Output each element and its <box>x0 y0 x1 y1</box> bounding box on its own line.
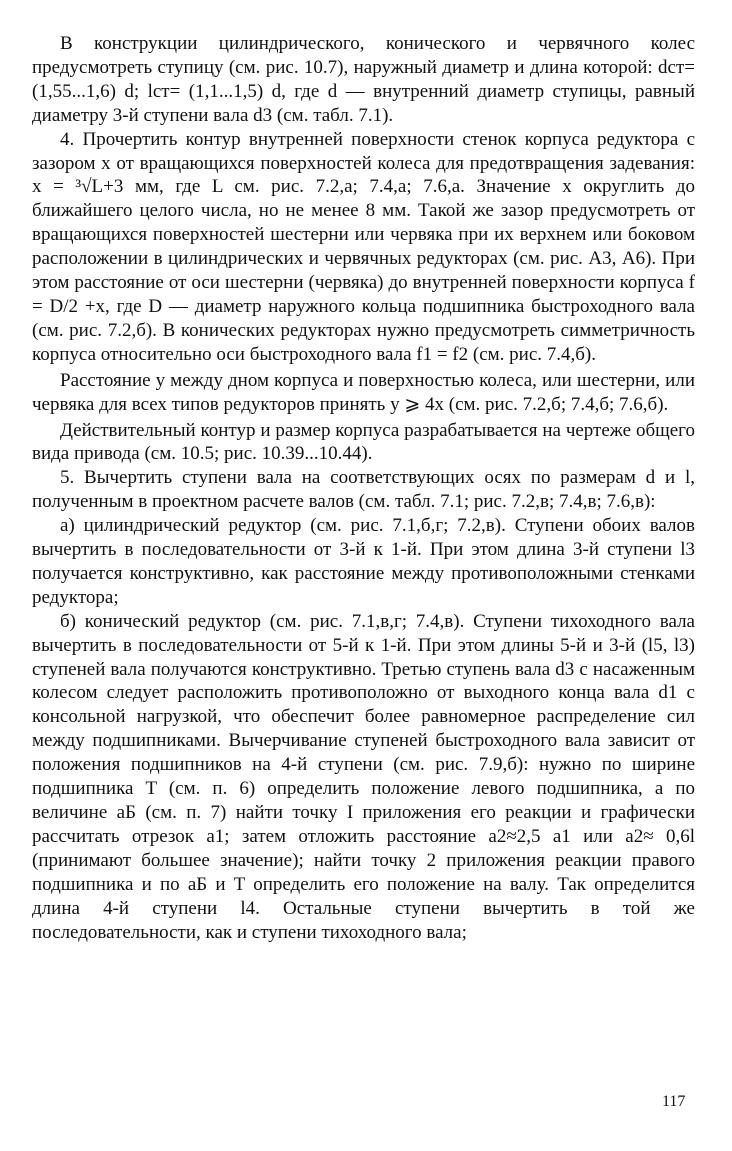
paragraph-hub: В конструкции цилиндрического, конического и червячного колес предусмотреть ступицу (см. рис. 10.7), наружный диаметр и длина которой: dст= (1,55...1,6) d; lст= (1,1...1,5) d, где d — внутренний диаметр ступицы, равный диаметру 3-й ступени вала d3 (см. табл. 7.1). <box>32 33 695 126</box>
paragraph-item-a: а) цилиндрический редуктор (см. рис. 7.1,б,г; 7.2,в). Ступени обоих валов вычертить в последовательности от 3-й к 1-й. При этом длина 3-й ступени l3 получается конструктивно, как расстояние между противоположными стенками редуктора; <box>32 515 695 608</box>
paragraph-distance-y: Расстояние y между дном корпуса и поверхностью колеса, или шестерни, или червяка для всех типов редукторов принять y ⩾ 4x (см. рис. 7.2,б; 7.4,б; 7.6,б). <box>32 369 695 415</box>
paragraph-contour: Действительный контур и размер корпуса разрабатывается на чертеже общего вида привода (см. 10.5; рис. 10.39...10.44). <box>32 419 695 465</box>
paragraph-item-b: б) конический редуктор (см. рис. 7.1,в,г; 7.4,в). Ступени тихоходного вала вычертить в последовательности от 5-й к 1-й. При этом длины 5-й и 3-й (l5, l3) ступеней вала получаются конструктивно. Третью ступень вала d3 с насаженным колесом следует расположить противоположно от выходного конца вала d1 с консольной нагрузкой, что обеспечит более равномерное распределение сил между подшипниками. Вычерчивание ступеней быстроходного вала зависит от положения подшипников на 4-й ступени (см. рис. 7.9,б): нужно по ширине подшипника T (см. п. 6) определить положение левого подшипника, а по величине aБ (см. п. 7) найти точку I приложения его реакции и графически рассчитать отрезок a1; затем отложить расстояние a2≈2,5 a1 или a2≈ 0,6l (принимают большее значение); найти точку 2 приложения реакции правого подшипника и по aБ и T определить его положение на валу. Так определится длина 4-й ступени l4. Остальные ступени вычертить в той же последовательности, как и ступени тихоходного вала; <box>32 610 695 943</box>
page-body <box>32 32 695 944</box>
paragraph-step-5: 5. Вычертить ступени вала на соответствующих осях по размерам d и l, полученным в проектном расчете валов (см. табл. 7.1; рис. 7.2,в; 7.4,в; 7.6,в): <box>32 467 695 513</box>
page-number: 117 <box>662 1093 686 1110</box>
paragraph-step-4: 4. Прочертить контур внутренней поверхности стенок корпуса редуктора с зазором x от вращающихся поверхностей колеса для предотвращения задевания: x = ³√L+3 мм, где L см. рис. 7.2,а; 7.4,а; 7.6,а. Значение x округлить до ближайшего целого числа, но не менее 8 мм. Такой же зазор предусмотреть от вращающихся поверхностей шестерни или червяка при их верхнем или боковом расположении в цилиндрических и червячных редукторах (см. рис. А3, А6). При этом расстояние от оси шестерни (червяка) до внутренней поверхности корпуса f = D/2 +x, где D — диаметр наружного кольца подшипника быстроходного вала (см. рис. 7.2,б). В конических редукторах нужно предусмотреть симметричность корпуса относительно оси быстроходного вала f1 = f2 (см. рис. 7.4,б). <box>32 128 695 365</box>
